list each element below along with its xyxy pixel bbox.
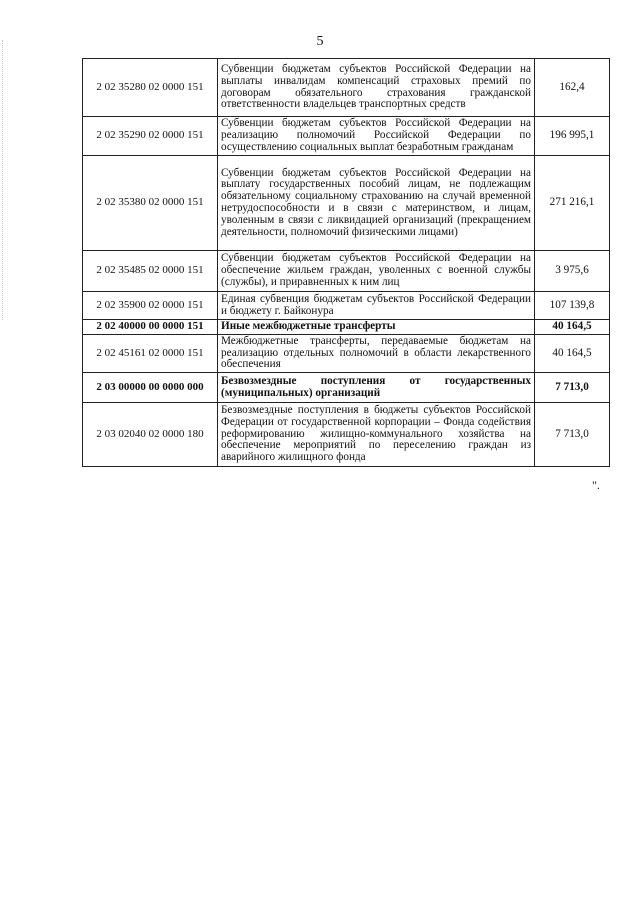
table-row bbox=[83, 59, 610, 117]
table-row bbox=[83, 156, 610, 251]
table-row bbox=[83, 292, 610, 320]
budget-code: 2 02 35380 02 0000 151 bbox=[83, 156, 218, 251]
table-row bbox=[83, 251, 610, 292]
revenue-description: Субвенции бюджетам субъектов Российской Федерации на выплату государственных пособий лицам, не подлежащим обязательному социальному страхованию на случай временной нетрудоспособности и в связи с материнством, и лицам, уволенным в связи с ликвидацией организаций (прекращением деятельности, полномочий физическими лицами) bbox=[218, 156, 535, 251]
revenue-description: Единая субвенция бюджетам субъектов Российской Федерации и бюджету г. Байконура bbox=[218, 292, 535, 320]
amount-value: 271 216,1 bbox=[535, 156, 610, 251]
revenue-description: Безвозмездные поступления от государственных (муниципальных) организаций bbox=[218, 373, 535, 403]
budget-code: 2 02 40000 00 0000 151 bbox=[83, 320, 218, 335]
table-row bbox=[83, 335, 610, 373]
amount-value: 107 139,8 bbox=[535, 292, 610, 320]
table-row-section-total bbox=[83, 373, 610, 403]
amount-value: 40 164,5 bbox=[535, 335, 610, 373]
budget-code: 2 02 45161 02 0000 151 bbox=[83, 335, 218, 373]
amount-value: 7 713,0 bbox=[535, 403, 610, 467]
amount-value: 196 995,1 bbox=[535, 117, 610, 156]
revenue-description: Межбюджетные трансферты, передаваемые бюджетам на реализацию отдельных полномочий в области лекарственного обеспечения bbox=[218, 335, 535, 373]
budget-code: 2 02 35485 02 0000 151 bbox=[83, 251, 218, 292]
revenue-description: Субвенции бюджетам субъектов Российской Федерации на выплаты инвалидам компенсаций страховых премий по договорам обязательного страхования гражданской ответственности владельцев транспортных средств bbox=[218, 59, 535, 117]
budget-code: 2 02 35280 02 0000 151 bbox=[83, 59, 218, 117]
table-row bbox=[83, 117, 610, 156]
page-number: 5 bbox=[316, 34, 324, 49]
revenue-description: Безвозмездные поступления в бюджеты субъектов Российской Федерации от государственной корпорации – Фонда содействия реформированию жилищно-коммунального хозяйства на обеспечение мероприятий по переселению граждан из аварийного жилищного фонда bbox=[218, 403, 535, 467]
budget-code: 2 02 35900 02 0000 151 bbox=[83, 292, 218, 320]
revenue-description: Иные межбюджетные трансферты bbox=[218, 320, 535, 335]
budget-code: 2 03 00000 00 0000 000 bbox=[83, 373, 218, 403]
closing-quote-mark: ". bbox=[592, 478, 600, 492]
amount-value: 162,4 bbox=[535, 59, 610, 117]
revenue-description: Субвенции бюджетам субъектов Российской Федерации на обеспечение жильем граждан, уволенных с военной службы (службы), и приравненных к ним лиц bbox=[218, 251, 535, 292]
amount-value: 7 713,0 bbox=[535, 373, 610, 403]
amount-value: 40 164,5 bbox=[535, 320, 610, 335]
budget-code: 2 03 02040 02 0000 180 bbox=[83, 403, 218, 467]
binding-margin-marks bbox=[2, 40, 6, 320]
table-row bbox=[83, 403, 610, 467]
amount-value: 3 975,6 bbox=[535, 251, 610, 292]
table-row-section-total bbox=[83, 320, 610, 335]
budget-code: 2 02 35290 02 0000 151 bbox=[83, 117, 218, 156]
revenue-description: Субвенции бюджетам субъектов Российской Федерации на реализацию полномочий Российской Федерации по осуществлению социальных выплат безработным гражданам bbox=[218, 117, 535, 156]
budget-revenue-table bbox=[82, 58, 610, 467]
